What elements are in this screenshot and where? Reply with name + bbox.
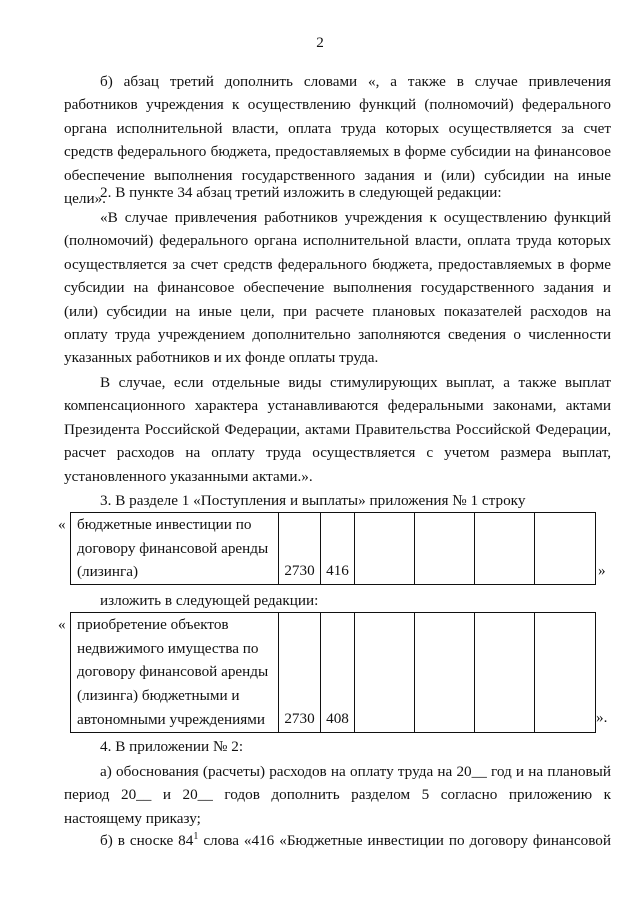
empty-cell bbox=[475, 513, 535, 585]
kvr-code-cell: 408 bbox=[321, 613, 355, 733]
paragraph-text: 3. В разделе 1 «Поступления и выплаты» приложения № 1 строку bbox=[100, 492, 526, 509]
old-row-table bbox=[70, 512, 596, 585]
paragraph-text bbox=[64, 829, 611, 852]
paragraph-quoted-2 bbox=[64, 371, 611, 488]
quote-open-mark: « bbox=[58, 616, 66, 633]
footnote-ref-text: б) в сноске 84 bbox=[100, 832, 194, 849]
row-name-cell: приобретение объектов недвижимого имущества по договору финансовой аренды (лизинга) бюджетными и автономными учреждениями bbox=[71, 613, 279, 733]
empty-cell bbox=[355, 613, 415, 733]
paragraph-quoted-1 bbox=[64, 206, 611, 370]
empty-cell bbox=[535, 613, 596, 733]
quote-close-mark: ». bbox=[596, 709, 608, 726]
empty-cell bbox=[475, 613, 535, 733]
page-number: 2 bbox=[316, 34, 324, 51]
paragraph-4b bbox=[64, 829, 611, 852]
line-code-cell: 2730 bbox=[279, 513, 321, 585]
empty-cell bbox=[415, 613, 475, 733]
footnote-superscript: 1 bbox=[193, 830, 199, 842]
paragraph-text: «В случае привлечения работников учреждения к осуществлению функций (полномочий) федерального органа исполнительной власти, оплата труда которых осуществляется за счет средств федерального бюджета, предоставляемых в форме субсидии на финансовое обеспечение выполнения государственного задания и (или) субсидии на иные цели, при расчете плановых показателей расходов на оплату труда учреждением дополнительно заполняются сведения о численности указанных работников и их фонде оплаты труда. bbox=[64, 209, 611, 367]
empty-cell bbox=[535, 513, 596, 585]
quote-close-mark: » bbox=[598, 562, 606, 579]
empty-cell bbox=[415, 513, 475, 585]
line-code-cell: 2730 bbox=[279, 613, 321, 733]
paragraph-text: б) абзац третий дополнить словами «, а также в случае привлечения работников учреждения к осуществлению функций (полномочий) федерального органа исполнительной власти, оплата труда которых осуществляется за счет средств федерального бюджета, предоставляемых в форме субсидии на финансовое обеспечение выполнения государственного задания и (или) субсидии на иные цели». bbox=[64, 73, 611, 208]
paragraph-text: 4. В приложении № 2: bbox=[100, 738, 244, 755]
empty-cell bbox=[355, 513, 415, 585]
paragraph-text: а) обоснования (расчеты) расходов на оплату труда на 20__ год и на плановый период 20__ и 20__ годов дополнить разделом 5 согласно приложению к настоящему приказу; bbox=[64, 763, 611, 827]
paragraph-text: изложить в следующей редакции: bbox=[100, 592, 319, 609]
quote-open-mark: « bbox=[58, 516, 66, 533]
paragraph-3 bbox=[64, 489, 611, 512]
paragraph-4a bbox=[64, 760, 611, 830]
paragraph-text: В случае, если отдельные виды стимулирующих выплат, а также выплат компенсационного характера устанавливаются федеральными законами, актами Президента Российской Федерации, актами Правительства Российской Федерации, расчет расходов на оплату труда осуществляется с учетом размера выплат, установленного указанными актами.». bbox=[64, 374, 611, 485]
paragraph-2 bbox=[64, 181, 611, 204]
footnote-quote-text: слова «416 «Бюджетные инвестиции по договору финансовой bbox=[198, 832, 612, 849]
paragraph-replace-intro bbox=[64, 589, 611, 612]
paragraph-4 bbox=[64, 735, 611, 758]
paragraph-text: 2. В пункте 34 абзац третий изложить в следующей редакции: bbox=[100, 184, 502, 201]
kvr-code-cell: 416 bbox=[321, 513, 355, 585]
new-row-table bbox=[70, 612, 596, 733]
row-name-cell: бюджетные инвестиции по договору финансовой аренды (лизинга) bbox=[71, 513, 279, 585]
